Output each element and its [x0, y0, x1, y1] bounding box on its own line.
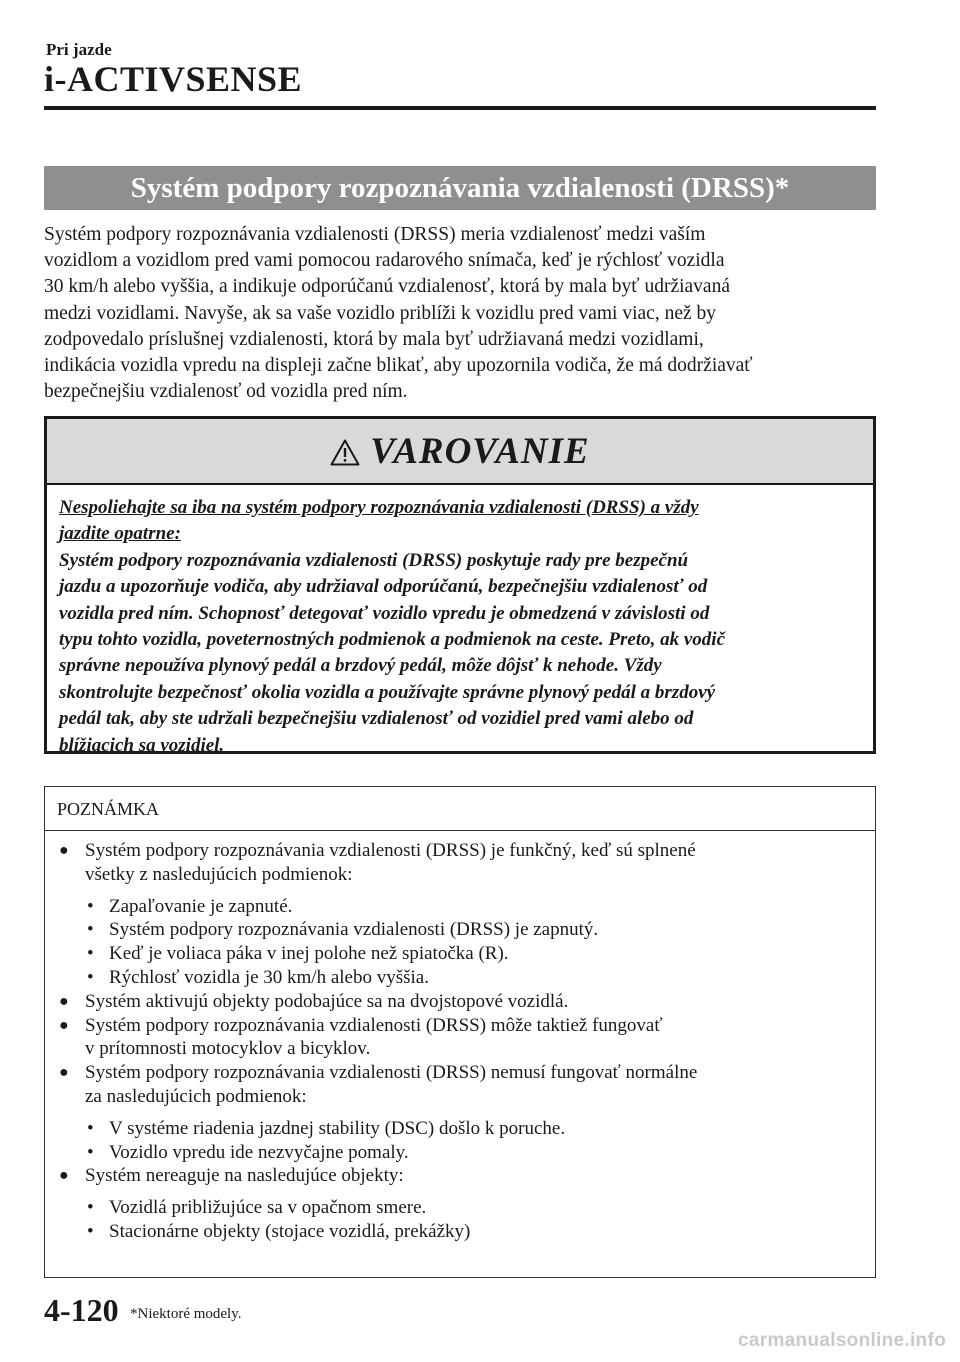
bullet-icon: •: [87, 919, 94, 941]
warning-body: [47, 485, 873, 759]
sub-list-item: • Zapaľovanie je zapnuté.: [87, 895, 293, 917]
footnote: *Niektoré modely.: [130, 1306, 242, 1322]
section-title-banner: Systém podpory rozpoznávania vzdialenosti (DRSS)*: [44, 166, 876, 210]
list-item: ● Systém podpory rozpoznávania vzdialenosti (DRSS) nemusí fungovať normálne: [59, 1062, 698, 1084]
intro-paragraph: [44, 222, 876, 405]
note-box: [44, 786, 876, 1278]
sub-list-item: • Keď je voliaca páka v inej polohe než spiatočka (R).: [87, 943, 509, 965]
sub-list-item: • Vozidlo vpredu ide nezvyčajne pomaly.: [87, 1141, 409, 1163]
bullet-icon: ●: [59, 842, 69, 859]
list-item-continuation: všetky z nasledujúcich podmienok:: [85, 863, 353, 885]
warning-box: [44, 416, 876, 754]
list-item-continuation: za nasledujúcich podmienok:: [85, 1085, 307, 1107]
warning-body-line: typu tohto vozidla, poveternostných podmienok a podmienok na ceste. Preto, ak vodič: [59, 629, 726, 651]
intro-line: medzi vozidlami. Navyše, ak sa vaše vozidlo priblíži k vozidlu pred vami viac, než by: [44, 302, 717, 324]
note-list: [45, 831, 875, 1244]
bullet-icon: ●: [59, 1167, 69, 1185]
page-number: 4-120: [44, 1292, 119, 1328]
warning-heading-line: Nespoliehajte sa iba na systém podpory rozpoznávania vzdialenosti (DRSS) a vždy: [59, 497, 699, 518]
sub-list-item: • Stacionárne objekty (stojace vozidlá, prekážky): [87, 1220, 471, 1242]
intro-line: vozidlom a vozidlom pred vami pomocou radarového snímača, keď je rýchlosť vozidla: [44, 250, 725, 272]
warning-body-line: vozidla pred ním. Schopnosť detegovať vozidlo vpredu je obmedzená v závislosti od: [59, 602, 710, 624]
list-item: ● Systém aktivujú objekty podobajúce sa na dvojstopové vozidlá.: [59, 990, 569, 1012]
bullet-icon: •: [87, 1197, 94, 1219]
warning-body-line: správne nepoužíva plynový pedál a brzdový pedál, môže dôjsť k nehode. Vždy: [59, 655, 662, 677]
warning-triangle-icon: [330, 439, 360, 466]
intro-line: 30 km/h alebo vyššia, a indikuje odporúčanú vzdialenosť, ktorá by mala byť udržiavaná: [44, 276, 730, 298]
warning-body-line: blížiacich sa vozidiel.: [59, 734, 225, 756]
bullet-icon: •: [87, 1141, 94, 1163]
sub-list-item: • Rýchlosť vozidla je 30 km/h alebo vyššia.: [87, 966, 429, 988]
warning-label: VAROVANIE: [370, 430, 590, 472]
watermark: carmanualsonline.info: [738, 1330, 946, 1351]
header-rule: [44, 106, 876, 110]
bullet-icon: •: [87, 1117, 94, 1139]
intro-line: Systém podpory rozpoznávania vzdialenosti (DRSS) meria vzdialenosť medzi vaším: [44, 224, 706, 245]
bullet-icon: •: [87, 895, 94, 917]
sub-list-item: • V systéme riadenia jazdnej stability (DSC) došlo k poruche.: [87, 1117, 566, 1139]
list-item: ● Systém podpory rozpoznávania vzdialenosti (DRSS) je funkčný, keď sú splnené: [59, 840, 696, 861]
list-item: ● Systém nereaguje na nasledujúce objekty:: [59, 1165, 404, 1187]
sub-list-item: • Vozidlá približujúce sa v opačnom smere.: [87, 1197, 427, 1219]
bullet-icon: •: [87, 966, 94, 988]
list-item-continuation: v prítomnosti motocyklov a bicyklov.: [85, 1038, 371, 1060]
warning-body-line: skontrolujte bezpečnosť okolia vozidla a používajte správne plynový pedál a brzdový: [59, 681, 716, 703]
bullet-icon: •: [87, 943, 94, 965]
sub-list-item: • Systém podpory rozpoznávania vzdialenosti (DRSS) je zapnutý.: [87, 919, 599, 941]
bullet-icon: ●: [59, 1016, 69, 1034]
warning-body-line: pedál tak, aby ste udržali bezpečnejšiu vzdialenosť od vozidiel pred vami alebo od: [59, 708, 694, 730]
bullet-icon: ●: [59, 1064, 69, 1082]
warning-heading-line: jazdite opatrne:: [59, 523, 181, 545]
intro-line: indikácia vozidla vpredu na displeji začne blikať, aby upozornila vodiča, že má dodržiavať: [44, 355, 753, 377]
intro-line: bezpečnejšiu vzdialenosť od vozidla pred ním.: [44, 381, 408, 403]
note-header: POZNÁMKA: [45, 787, 875, 831]
warning-header: [47, 419, 873, 485]
chapter-title: i-ACTIVSENSE: [44, 59, 303, 99]
list-item: ● Systém podpory rozpoznávania vzdialenosti (DRSS) môže taktiež fungovať: [59, 1014, 663, 1036]
warning-body-line: Systém podpory rozpoznávania vzdialenosti (DRSS) poskytuje rady pre bezpečnú: [59, 549, 689, 571]
bullet-icon: ●: [59, 992, 69, 1010]
bullet-icon: •: [87, 1220, 94, 1242]
warning-body-line: jazdu a upozorňuje vodiča, aby udržiaval odporúčanú, bezpečnejšiu vzdialenosť od: [59, 576, 708, 598]
intro-line: zodpovedalo príslušnej vzdialenosti, ktorá by mala byť udržiavaná medzi vozidlami,: [44, 328, 704, 350]
section-label: Pri jazde: [46, 40, 112, 59]
